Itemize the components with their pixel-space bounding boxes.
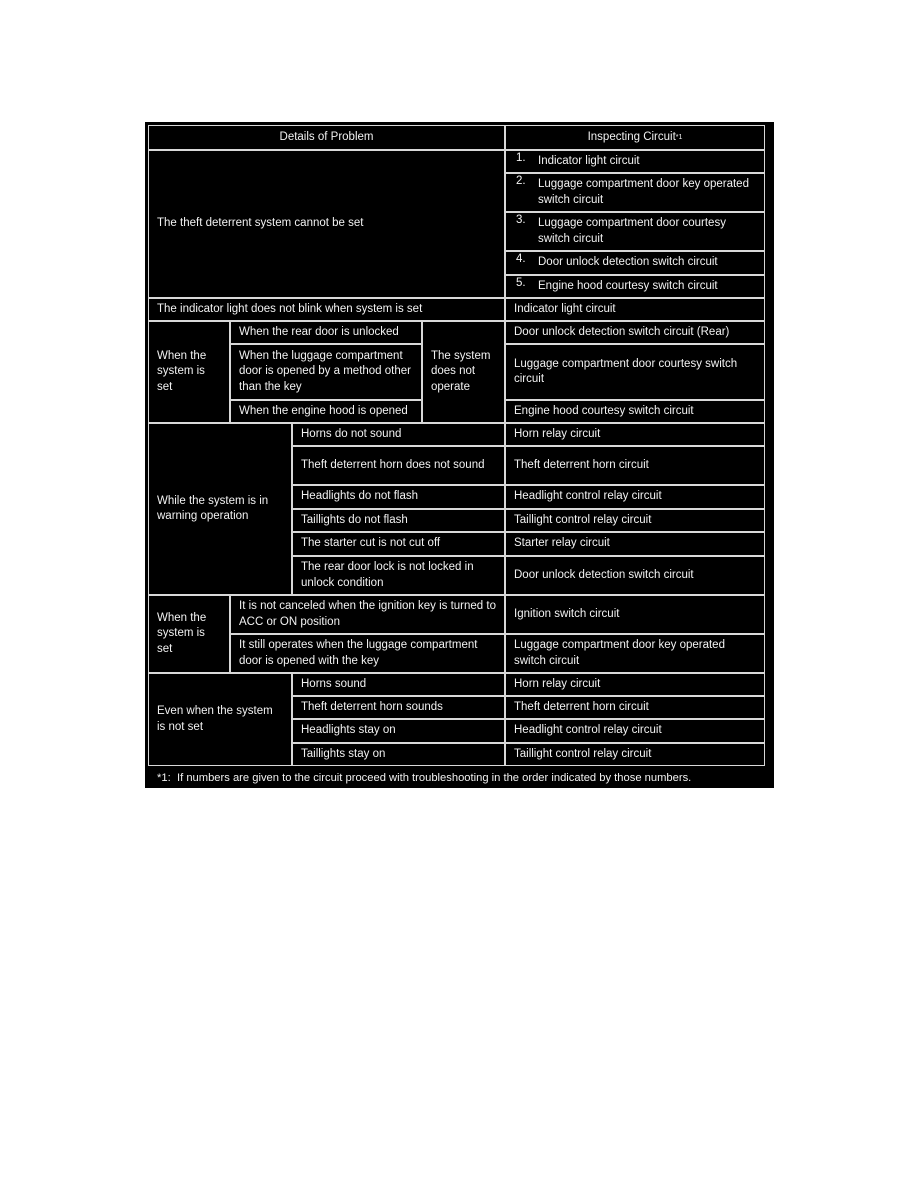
circuit-number: 5. (516, 277, 526, 289)
footnote (149, 769, 777, 787)
circuit-luggage-courtesy (505, 344, 765, 400)
circuit-text: Horn relay circuit (514, 427, 601, 440)
problem-indicator-no-blink (148, 298, 505, 321)
footnote-text: If numbers are given to the circuit proceed with troubleshooting in the order indicated by those numbers. (177, 772, 692, 784)
circuit-number: 2. (516, 175, 526, 187)
problem-text: The starter cut is not cut off (301, 537, 441, 550)
condition-system-set-2 (148, 595, 230, 673)
problem-text: Theft deterrent horn does not sound (301, 458, 485, 471)
circuit-text: Taillight control relay circuit (514, 747, 652, 760)
circuit-text: Luggage compartment door courtesy switch circuit (514, 357, 738, 385)
problem-text: The indicator light does not blink when system is set (157, 302, 423, 315)
circuit-text: Door unlock detection switch circuit (Rear) (514, 325, 730, 338)
problem-text: The theft deterrent system cannot be set (157, 217, 364, 230)
condition-warning-operation (148, 423, 292, 595)
circuit-text: Taillight control relay circuit (514, 513, 652, 526)
circuit-text: Theft deterrent horn circuit (514, 458, 649, 471)
condition-text: When the system is set (157, 611, 207, 655)
problem-text: Taillights do not flash (301, 513, 408, 526)
problem-text: When the rear door is unlocked (239, 325, 399, 338)
problem-taillights-no-flash (292, 509, 505, 532)
condition-text: While the system is in warning operation (157, 494, 269, 522)
problem-horns-no-sound (292, 423, 505, 446)
circuit-text: Indicator light circuit (538, 154, 640, 167)
circuit-item-2 (505, 173, 765, 212)
condition-text: When the system is set (157, 349, 207, 393)
problem-text: Headlights do not flash (301, 490, 418, 503)
circuit-number: 1. (516, 152, 526, 164)
problem-taillights-stay-on (292, 743, 505, 766)
footnote-marker: *1: (157, 772, 171, 784)
problem-starter-cut (292, 532, 505, 556)
header-inspecting-label: Inspecting Circuit (587, 130, 676, 143)
problem-still-operates-luggage (230, 634, 505, 673)
circuit-text: Headlight control relay circuit (514, 490, 662, 503)
circuit-door-unlock-rear (505, 321, 765, 344)
result-text: The system does not operate (431, 349, 491, 393)
header-footnote-marker: *1 (675, 134, 683, 141)
problem-rear-door-unlocked (230, 321, 422, 344)
circuit-text: Indicator light circuit (514, 302, 616, 315)
problem-text: It is not canceled when the ignition key is turned to ACC or ON position (239, 600, 496, 628)
condition-text: Even when the system is not set (157, 705, 273, 733)
circuit-text: Headlight control relay circuit (514, 724, 662, 737)
problem-luggage-door-opened (230, 344, 422, 400)
circuit-text: Horn relay circuit (514, 677, 601, 690)
circuit-text: Luggage compartment door key operated switch circuit (538, 178, 749, 206)
circuit-taillight-relay-2 (505, 743, 765, 766)
problem-theft-horn-sounds (292, 696, 505, 719)
troubleshooting-table (145, 122, 774, 788)
problem-text: Horns sound (301, 677, 367, 690)
header-details-label: Details of Problem (279, 130, 374, 143)
problem-text: Taillights stay on (301, 747, 386, 760)
header-inspecting-circuit (505, 125, 765, 150)
problem-headlights-no-flash (292, 485, 505, 509)
circuit-horn-relay-2 (505, 673, 765, 696)
circuit-text: Starter relay circuit (514, 537, 610, 550)
circuit-luggage-key-switch (505, 634, 765, 673)
circuit-text: Engine hood courtesy switch circuit (538, 279, 718, 292)
problem-text: The rear door lock is not locked in unlock condition (301, 561, 474, 589)
problem-text: When the engine hood is opened (239, 404, 408, 417)
circuit-text: Luggage compartment door courtesy switch circuit (538, 217, 726, 245)
circuit-item-3 (505, 212, 765, 251)
problem-horns-sound (292, 673, 505, 696)
problem-not-canceled-ignition (230, 595, 505, 634)
circuit-item-4 (505, 251, 765, 275)
circuit-taillight-relay (505, 509, 765, 532)
problem-cannot-be-set (148, 150, 505, 298)
circuit-theft-horn-2 (505, 696, 765, 719)
problem-text: When the luggage compartment door is opened by a method other than the key (239, 349, 411, 393)
condition-system-not-set (148, 673, 292, 766)
circuit-horn-relay (505, 423, 765, 446)
problem-engine-hood-opened (230, 400, 422, 423)
condition-system-set (148, 321, 230, 423)
circuit-text: Theft deterrent horn circuit (514, 700, 649, 713)
problem-text: Theft deterrent horn sounds (301, 700, 443, 713)
circuit-starter-relay (505, 532, 765, 556)
problem-headlights-stay-on (292, 719, 505, 743)
circuit-text: Luggage compartment door key operated switch circuit (514, 639, 725, 667)
circuit-text: Door unlock detection switch circuit (538, 256, 718, 269)
circuit-item-5 (505, 275, 765, 298)
circuit-door-unlock (505, 556, 765, 595)
problem-rear-door-lock (292, 556, 505, 595)
problem-text: Headlights stay on (301, 724, 396, 737)
circuit-number: 4. (516, 253, 526, 265)
circuit-engine-hood-courtesy (505, 400, 765, 423)
circuit-item-1 (505, 150, 765, 173)
circuit-text: Ignition switch circuit (514, 607, 620, 620)
circuit-text: Engine hood courtesy switch circuit (514, 404, 694, 417)
circuit-number: 3. (516, 214, 526, 226)
circuit-text: Door unlock detection switch circuit (514, 568, 694, 581)
circuit-ignition-switch (505, 595, 765, 634)
problem-text: Horns do not sound (301, 427, 402, 440)
circuit-headlight-relay (505, 485, 765, 509)
circuit-indicator-light (505, 298, 765, 321)
problem-theft-horn-no-sound (292, 446, 505, 485)
circuit-headlight-relay-2 (505, 719, 765, 743)
problem-text: It still operates when the luggage compartment door is opened with the key (239, 639, 478, 667)
header-details-of-problem (148, 125, 505, 150)
circuit-theft-horn (505, 446, 765, 485)
result-system-not-operate (422, 321, 505, 423)
